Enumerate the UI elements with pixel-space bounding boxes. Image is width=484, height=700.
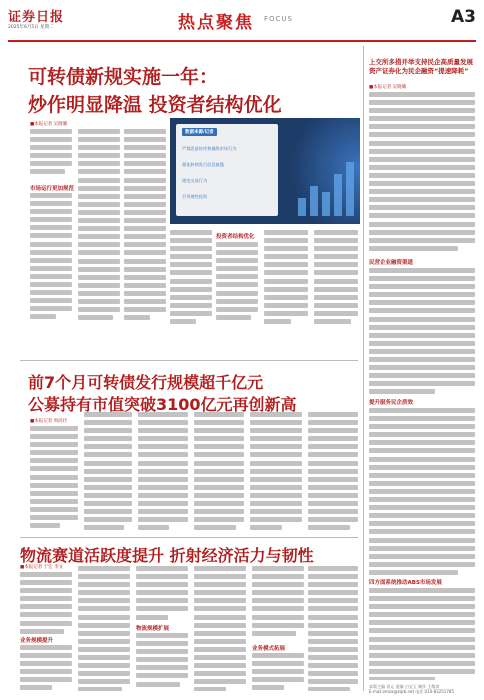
- story2-body-col4: [194, 412, 244, 532]
- story3-body-col4: [194, 566, 246, 691]
- lead-body-col2: [78, 129, 120, 324]
- lead-byline: ■本报记者 吴晓璐: [30, 122, 68, 127]
- story3-subhead-1: 业务规模提升: [20, 638, 54, 644]
- section-divider: [20, 537, 358, 538]
- story2-body-col3: [138, 412, 188, 532]
- story2-body-col5: [250, 412, 302, 532]
- story3-body-col3: [136, 633, 188, 691]
- page-number: A3: [451, 7, 476, 27]
- callout-row: 严禁恶意炒作和操纵市场行为: [182, 146, 237, 151]
- right-subhead-3: 四方面系统推动ABS市场发展: [369, 580, 442, 586]
- story3-body-col5: [252, 653, 304, 691]
- callout-title: 数据来源/记者: [182, 128, 217, 136]
- right-body-part3: [369, 408, 475, 576]
- lead-subhead-1: 市场运行更加规范: [30, 186, 75, 192]
- lead-body-col1-top: [30, 129, 72, 181]
- right-body-part2: [369, 268, 475, 396]
- right-byline: ■本报记者 吴晓璐: [369, 85, 407, 90]
- story2-body-col2: [84, 412, 132, 532]
- right-subhead-2: 提升服务民企质效: [369, 400, 414, 406]
- story3-body-col1: [20, 645, 72, 691]
- section-subtitle: FOCUS: [264, 15, 293, 23]
- story3-byline: ■本报记者 于宏 李文: [20, 565, 64, 570]
- lead-body-col6: [264, 230, 308, 324]
- lead-body-col7: [314, 230, 358, 324]
- story3-headline: 物流赛道活跃度提升 折射经济活力与韧性: [20, 546, 314, 565]
- story3-body-col2: [78, 566, 130, 691]
- section-title: 热点聚焦: [178, 13, 254, 33]
- story3-body-col6: [308, 566, 358, 691]
- story2-headline-line1: 前7个月可转债发行规模超千亿元: [28, 373, 264, 392]
- lead-body-col5: [216, 242, 258, 324]
- story3-subhead-2: 物流规模扩展: [136, 626, 170, 632]
- story3-body-col1-top: [20, 572, 72, 634]
- story2-body-col6: [308, 412, 358, 532]
- right-body-part1: [369, 92, 475, 257]
- story2-body-col1: [30, 426, 78, 532]
- right-subhead-1: 民营企业融资渠道: [369, 260, 414, 266]
- right-headline: 上交所多措并举支持民企高质量发展资产证券化为民企融资“提速降耗”: [369, 58, 473, 75]
- story3-body-col3-top: [136, 566, 188, 622]
- footer-editors: 本版主编 袁元 责编 白宝玉 制作 王敬涛: [369, 684, 440, 689]
- lead-subhead-2: 投资者结构优化: [216, 234, 255, 240]
- story3-body-col5-top: [252, 566, 304, 640]
- lead-headline-line2: 炒作明显降温 投资者结构优化: [28, 94, 282, 116]
- footer-contact: E-mail:zmzx@zqrb.net 电话 010-83251785: [369, 689, 454, 694]
- right-body-part4: [369, 588, 475, 680]
- lead-headline-line1: 可转债新规实施一年：: [28, 66, 219, 88]
- column-divider: [363, 46, 364, 691]
- story2-headline-line2: 公募持有市值突破3100亿元再创新高: [28, 395, 297, 414]
- callout-row: 强化转债发行信息披露: [182, 162, 224, 167]
- page-footer: [369, 684, 475, 694]
- story2-byline: ■本报记者 周尚伃: [30, 419, 68, 424]
- lead-body-col4: [170, 230, 212, 324]
- issue-date: 2025年6月5日 星期二: [8, 25, 54, 30]
- photo-callout-panel: [176, 124, 278, 216]
- story3-subhead-3: 业务模式拓展: [252, 646, 286, 652]
- paper-name: 证券日报: [8, 10, 65, 25]
- masthead-rule: [8, 40, 476, 42]
- lead-body-col3: [124, 129, 166, 324]
- lead-body-col1: [30, 193, 72, 323]
- callout-row: 规范交易行为: [182, 178, 208, 183]
- section-divider: [20, 360, 358, 361]
- callout-row: 引导理性投资: [182, 194, 208, 199]
- masthead: [8, 6, 476, 40]
